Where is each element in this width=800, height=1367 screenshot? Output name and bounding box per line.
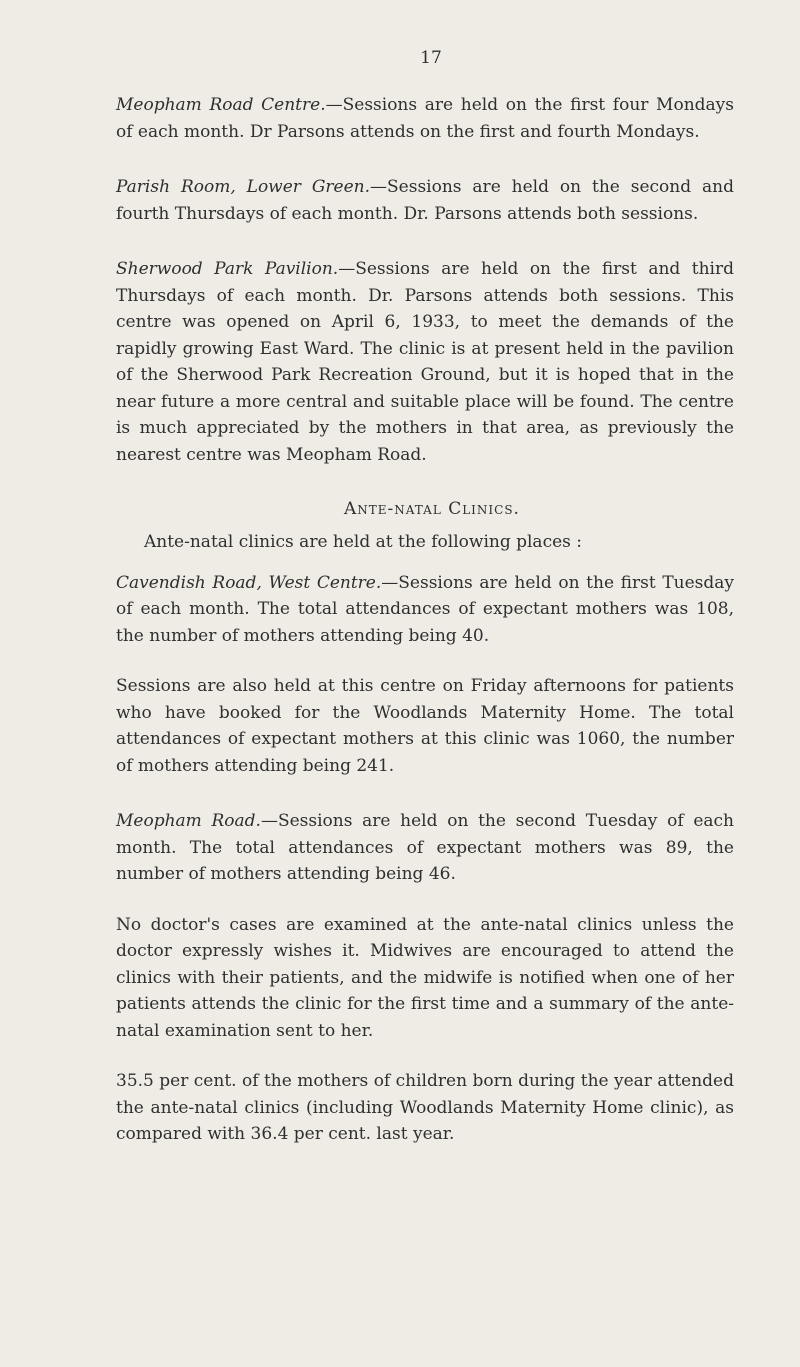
paragraph-body: —Sessions are held on the second Tuesday of each month. The total attendances of expectant mothers was 89, the number of mothers attending being 46. [116,811,734,884]
paragraph-sherwood-park [116,256,734,468]
paragraph-friday-sessions: Sessions are also held at this centre on Friday afternoons for patients who have booked for the Woodlands Maternity Home. The total attendances of expectant mothers at this clinic was 1060, the number of mothers attending being 241. [116,676,734,776]
paragraph-lead: Parish Room, Lower Green. [116,177,371,197]
section-heading: Ante-natal Clinics. [344,499,520,519]
paragraph-lead: Sherwood Park Pavilion. [116,259,339,279]
paragraph-intro: Ante-natal clinics are held at the following places : [144,532,583,552]
paragraph-percentage: 35.5 per cent. of the mothers of children born during the year attended the ante-natal clinics (including Woodlands Maternity Home clinic), as compared with 36.4 per cent. last year. [116,1071,734,1144]
paragraph-parish-room [116,174,734,227]
paragraph-doctors-cases: No doctor's cases are examined at the ante-natal clinics unless the doctor expressly wishes it. Midwives are encouraged to attend the clinics with their patients, and the midwife is notified when one of her patients attends the clinic for the first time and a summary of the ante-natal examination sent to her. [116,914,734,1041]
paragraph-body: —Sessions are held on the first Tuesday of each month. The total attendances of expectant mothers was 108, the number of mothers attending being 40. [116,572,735,646]
paragraph-body: —Sessions are held on the first four Mondays of each month. Dr Parsons attends on the first and fourth Mondays. [116,95,734,142]
paragraph-lead: Cavendish Road, West Centre. [116,572,382,593]
paragraph-lead: Meopham Road. [116,811,261,831]
paragraph-meopham-road [116,808,734,888]
paragraph-meopham-road-centre [116,92,734,145]
paragraph-lead: Meopham Road Centre. [116,95,326,115]
paragraph-cavendish-road [116,570,734,650]
paragraph-body: —Sessions are held on the second and fourth Thursdays of each month. Dr. Parsons attends both sessions. [116,177,734,224]
paragraph-body: —Sessions are held on the first and third Thursdays of each month. Dr. Parsons attends both sessions. This centre was opened on April 6, 1933, to meet the demands of the rapidly growing East Ward. The clinic is at present held in the pavilion of the Sherwood Park Recreation Ground, but it is hoped that in the near future a more central and suitable place will be found. The centre is much appreciated by the mothers in that area, as previously the nearest centre was Meopham Road. [116,259,735,465]
page-number: 17 [420,48,442,68]
